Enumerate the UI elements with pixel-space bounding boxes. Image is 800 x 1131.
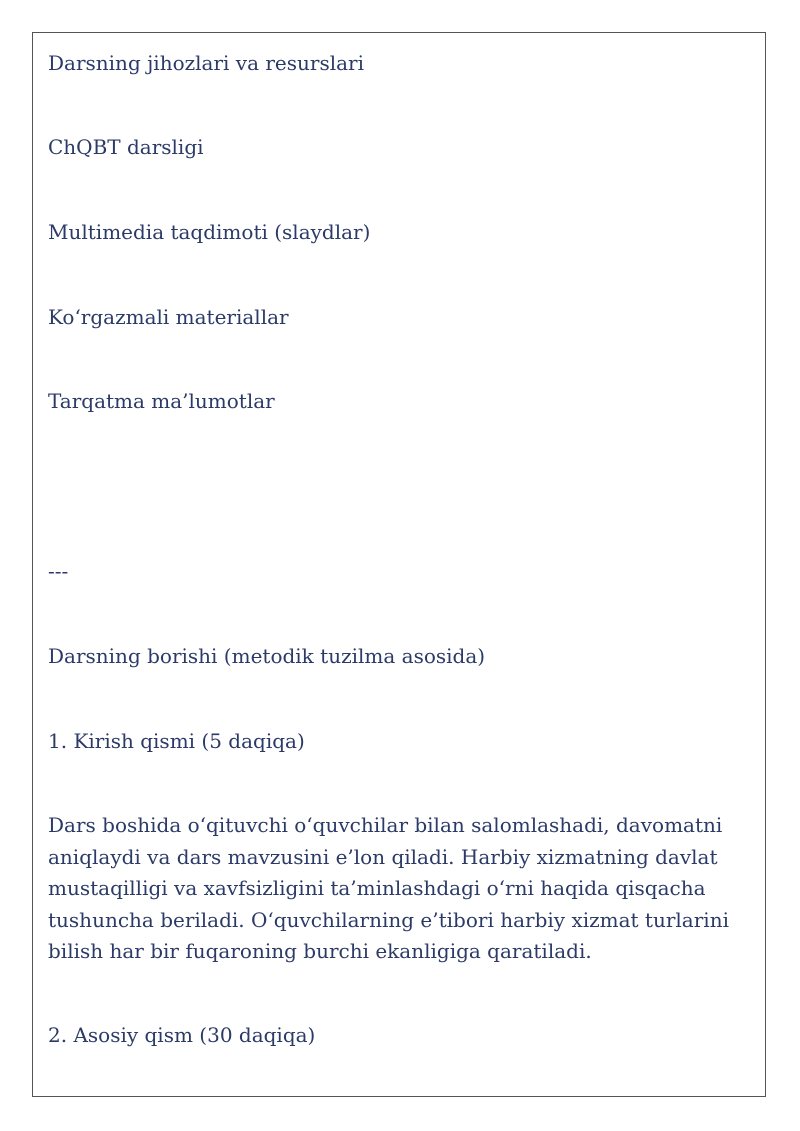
resource-item-slides: Multimedia taqdimoti (slaydlar)	[48, 220, 371, 244]
process-heading: Darsning borishi (metodik tuzilma asosida)	[48, 644, 486, 668]
resource-item-handouts: Tarqatma ma’lumotlar	[48, 389, 275, 413]
intro-heading: 1. Kirish qismi (5 daqiqa)	[48, 729, 305, 753]
resource-item-textbook: ChQBT darsligi	[48, 135, 204, 159]
main-part-heading: 2. Asosiy qism (30 daqiqa)	[48, 1023, 316, 1047]
intro-paragraph: Dars boshida o‘qituvchi o‘quvchilar bilan salomlashadi, davomatni aniqlaydi va dars mavzusini e’lon qiladi. Harbiy xizmatning davlat mustaqilligi va xavfsizligini ta’minlashdagi o‘rni haqida qisqacha tushuncha beriladi. O‘quvchilarning e’tibori harbiy xizmat turlarini bilish har bir fuqaroning burchi ekanligiga qaratiladi.	[48, 813, 729, 963]
resources-heading: Darsning jihozlari va resurslari	[48, 51, 365, 75]
section-divider: ---	[48, 559, 69, 583]
resource-item-visual-materials: Ko‘rgazmali materiallar	[48, 305, 289, 329]
